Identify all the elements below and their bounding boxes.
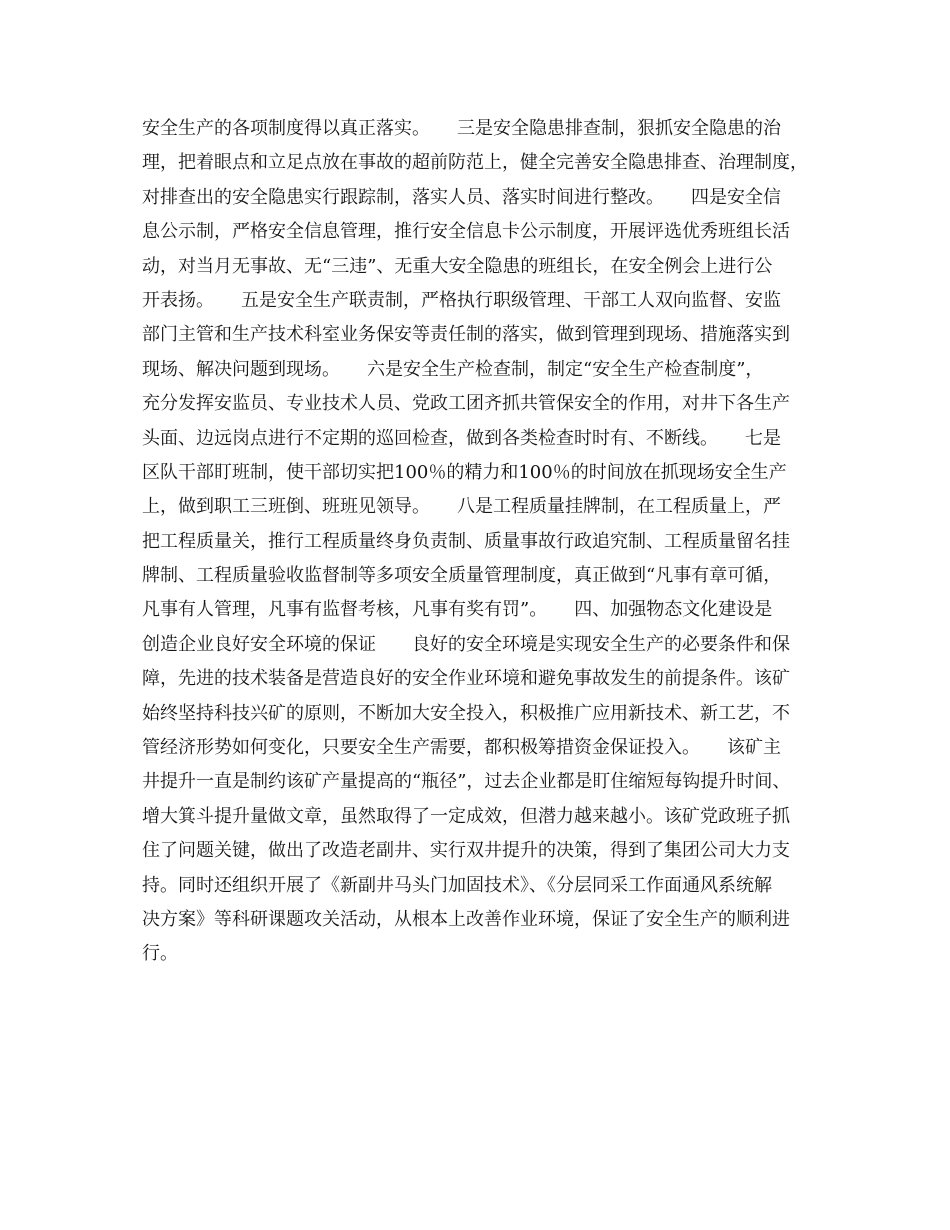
text-line: 安全生产的各项制度得以真正落实。 三是安全隐患排查制，狠抓安全隐患的治 [142,118,781,139]
text-line: 管经济形势如何变化，只要安全生产需要，都积极筹措资金保证投入。 该矿主 [142,737,781,759]
text-line: 开表扬。 五是安全生产联责制，严格执行职级管理、干部工人双向监督、安监 [142,289,781,311]
text-line: 区队干部盯班制，使干部切实把100％的精力和100％的时间放在抓现场安全生产 [142,461,787,483]
text-line: 对排查出的安全隐患实行跟踪制，落实人员、落实时间进行整改。 四是安全信 [142,186,781,208]
text-line: 持。同时还组织开展了《新副井马头门加固技术》、《分层同采工作面通风系统解 [142,874,772,896]
text-line: 息公示制，严格安全信息管理，推行安全信息卡公示制度，开展评选优秀班组长活 [142,221,790,243]
text-line: 凡事有人管理，凡事有监督考核，凡事有奖有罚”。 四、加强物态文化建设是 [142,599,773,621]
text-line: 上，做到职工三班倒、班班见领导。 八是工程质量挂牌制，在工程质量上，严 [142,496,781,518]
text-line: 理，把着眼点和立足点放在事故的超前防范上，健全完善安全隐患排查、治理制度， [142,152,808,174]
text-line: 增大箕斗提升量做文章，虽然取得了一定成效，但潜力越来越小。该矿党政班子抓 [142,805,790,827]
text-line: 住了问题关键，做出了改造老副井、实行双井提升的决策，得到了集团公司大力支 [142,840,790,862]
text-line: 牌制、工程质量验收监督制等多项安全质量管理制度，真正做到“凡事有章可循， [142,565,782,587]
text-line: 部门主管和生产技术科室业务保安等责任制的落实，做到管理到现场、措施落实到 [142,324,790,346]
text-line: 井提升一直是制约该矿产量提高的“瓶径”，过去企业都是盯住缩短每钩提升时间、 [142,771,791,793]
text-line: 决方案》等科研课题攻关活动，从根本上改善作业环境，保证了安全生产的顺利进 [142,908,790,930]
text-line: 障，先进的技术装备是营造良好的安全作业环境和避免事故发生的前提条件。该矿 [142,668,790,690]
text-line: 头面、边远岗点进行不定期的巡回检查，做到各类检查时时有、不断线。 七是 [142,427,781,449]
text-line: 创造企业良好安全环境的保证 良好的安全环境是实现安全生产的必要条件和保 [142,633,790,655]
text-line: 始终坚持科技兴矿的原则，不断加大安全投入，积极推广应用新技术、新工艺，不 [142,702,790,724]
text-line: 行。 [142,943,178,965]
body-text [142,112,832,972]
text-line: 现场、解决问题到现场。 六是安全生产检查制，制定“安全生产检查制度”， [142,358,764,380]
text-line: 把工程质量关，推行工程质量终身负责制、质量事故行政追究制、工程质量留名挂 [142,530,790,552]
text-line: 充分发挥安监员、专业技术人员、党政工团齐抓共管保安全的作用，对井下各生产 [142,393,790,415]
text-line: 动，对当月无事故、无“三违”、无重大安全隐患的班组长，在安全例会上进行公 [142,255,773,277]
